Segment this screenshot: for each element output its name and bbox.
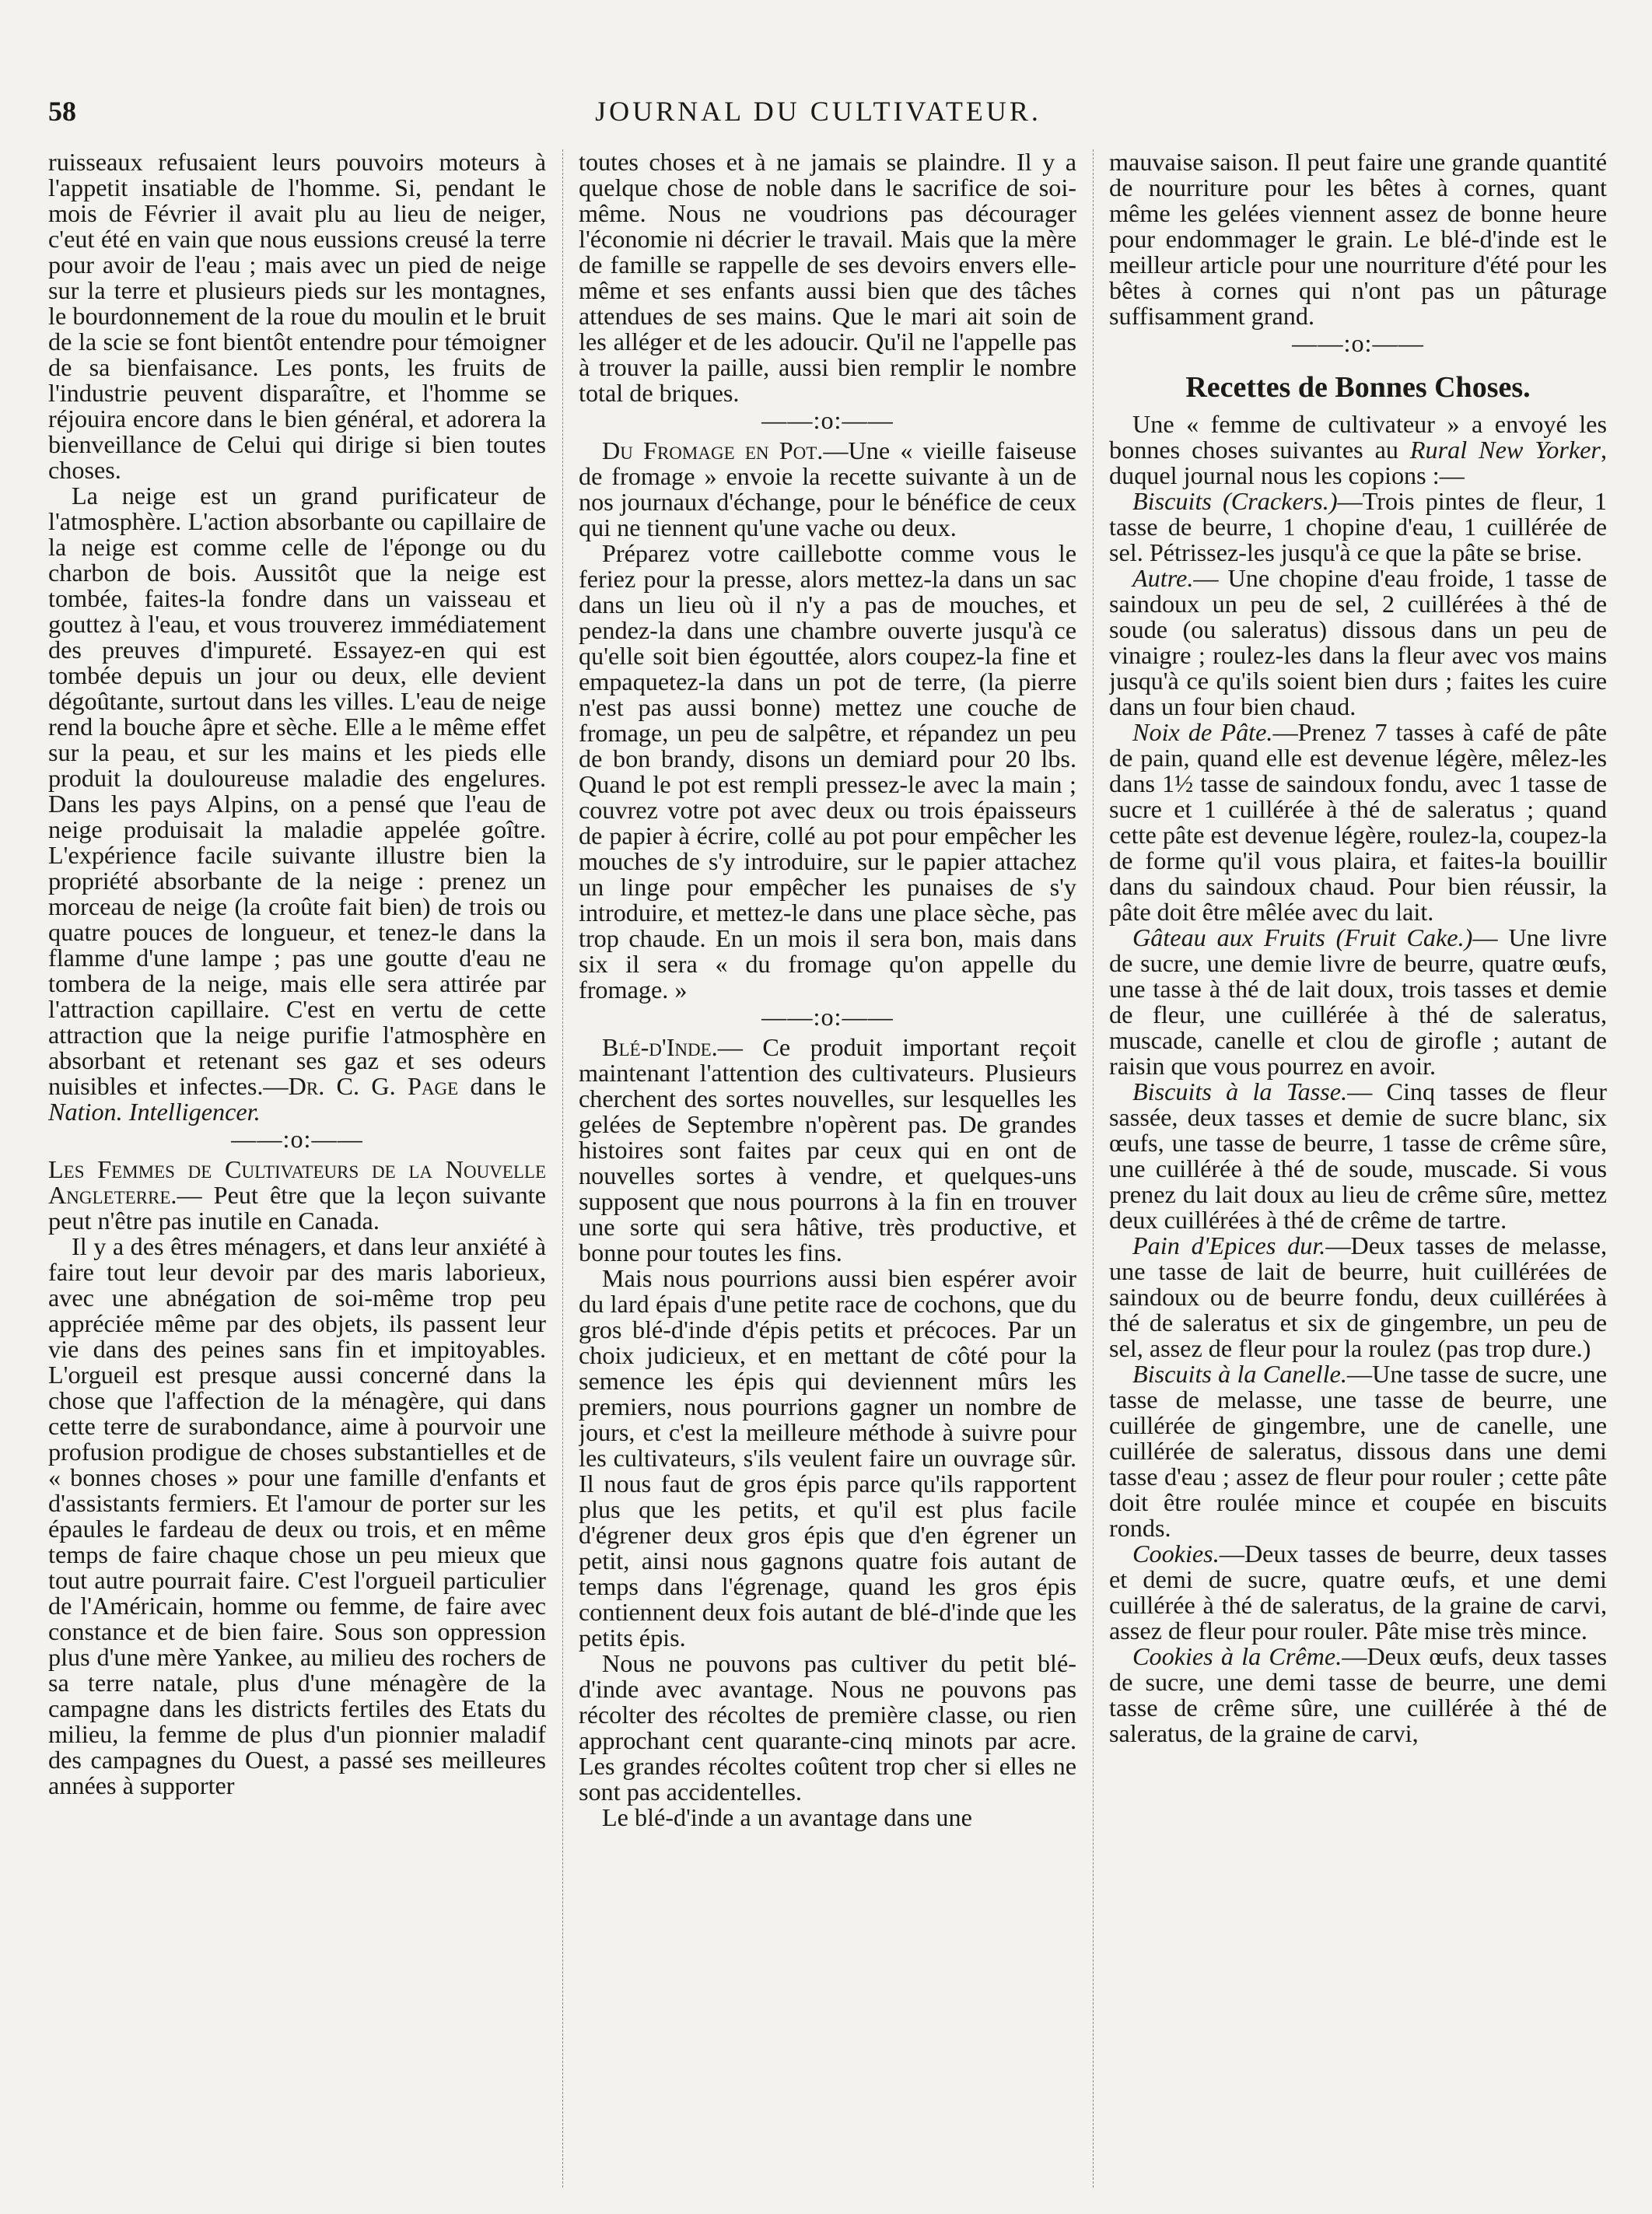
page-number: 58 (48, 96, 76, 127)
recipe-text: —Trois pintes de fleur, 1 tasse de beurre, 1 chopine d'eau, 1 cuillérée de sel. Pétrissez-les jusqu'à ce que la pâte se brise. (1109, 487, 1607, 566)
section-separator: ——:o:—— (1292, 329, 1424, 357)
paragraph: toutes choses et à ne jamais se plaindre. Il y a quelque chose de noble dans le sacrifice de soi-même. Nous ne voudrions pas décourager l'économie ni décrier le travail. Mais que la mère de famille se rappelle de ses devoirs envers elle-même et ses enfants aussi bien que des tâches attendues de ses mains. Que le mari ait soin de les alléger et de les adoucir. Qu'il ne l'appelle pas à trouver la paille, aussi bien remplir le nombre total de briques. (579, 149, 1076, 407)
paragraph (48, 483, 546, 1125)
source-citation: Nation. Intelligencer. (48, 1098, 261, 1126)
article-lead-text: —Une « vieille faiseuse de fromage » envoie la recette suivante à un de nos journaux d'échange, pour le bénéfice de ceux qui ne tiennent qu'une vache ou deux. (579, 436, 1076, 541)
section-separator: ——:o:—— (761, 1003, 894, 1031)
paragraph: Nous ne pouvons pas cultiver du petit blé-d'inde avec avantage. Nous ne pouvons pas récolter des récoltes de première classe, ou rien approchant cent quarante-cinq minots par acre. Les grandes récoltes coûtent trop cher si elles ne sont pas accidentelles. (579, 1649, 1076, 1806)
intro-paragraph (1109, 412, 1607, 489)
recipe-title: Gâteau aux Fruits (Fruit Cake.) (1132, 923, 1473, 951)
paragraph: Il y a des êtres ménagers, et dans leur anxiété à faire tout leur devoir par des maris laborieux, avec une abnégation de soi-même trop peu appréciée même par des objets, ils passent leur vie dans des peines sans fin et impitoyables. L'orgueil est presque aussi concerné dans la chose que l'affection de la ménagère, qui dans cette terre de surabondance, aime à pourvoir une profusion prodigue de choses substantielles et de « bonnes choses » pour une famille d'enfants et d'assistants fermiers. Et l'amour de porter sur les épaules le fardeau de deux ou trois, et en même temps de faire chaque chose un peu mieux que tout autre pourrait faire. C'est l'orgueil particulier de l'Américain, homme ou femme, de faire avec constance et de bien faire. Sous son oppression plus d'une mère Yankee, au milieu des rochers de sa terre natale, plus d'une ménagère de la campagne dans les districts fertiles des Etats du milieu, la femme de plus d'un pionnier maladif des campagnes du Ouest, a passé ses meilleures années à supporter (48, 1232, 546, 1799)
column-2 (579, 149, 1076, 2188)
recipe-text: —Prenez 7 tasses à café de pâte de pain, quand elle est devenue légère, mêlez-les dans 1½ tasse de saindoux fondu, avec 1 tasse de sucre et 1 cuillérée à thé de saleratus ; quand cette pâte est devenue légère, roulez-la, coupez-la de forme qu'il vous plaira, et faites-la bouillir dans du saindoux chaud. Pour bien réussir, la pâte doit être mêlée avec du lait. (1109, 718, 1607, 926)
column-divider (1093, 149, 1094, 2188)
paragraph: Le blé-d'inde a un avantage dans une (602, 1803, 972, 1831)
recipe-item (1109, 489, 1607, 566)
connector-text: dans le (458, 1072, 546, 1100)
recipe-text: —Deux tasses de beurre, deux tasses et demi de sucre, quatre œufs, et une demi cuillérée à thé de saleratus, de la graine de carvi, assez de fleur pour rouler. Pâte mise très mince. (1109, 1540, 1607, 1645)
recipe-item (1109, 925, 1607, 1079)
recipe-title: Biscuits à la Canelle. (1132, 1360, 1347, 1388)
page-header (48, 95, 1588, 134)
section-heading: Recettes de Bonnes Choses. (1185, 371, 1531, 404)
newspaper-name: Rural New Yorker (1409, 436, 1601, 464)
recipe-item (1109, 1361, 1607, 1541)
paragraph: Mais nous pourrions aussi bien espérer avoir du lard épais d'une petite race de cochons, que du gros blé-d'inde d'épis petits et précoces. Par un choix judicieux, et en mettant de côté pour la semence les épis qui deviennent mûrs les premiers, nous pourrions gagner un nombre de jours, et c'est la meilleure méthode à suivre pour les cultivateurs, s'ils veulent faire un ouvrage sûr. Il nous faut de gros épis parce qu'ils rapportent plus que les petits, et qu'il est plus facile d'égrener deux gros épis que d'en égrener un petit, ainsi nous gagnons quatre fois autant de temps dans l'égrenage, quand les gros épis contiennent deux fois autant de blé-d'inde que les petits épis. (579, 1264, 1076, 1652)
article-title: Blé-d'Inde. (602, 1033, 718, 1061)
recipe-title: Cookies. (1132, 1540, 1220, 1568)
author-signature: Dr. C. G. Page (288, 1072, 459, 1100)
column-divider (562, 149, 563, 2188)
article-lead (579, 438, 1076, 541)
recipe-item (1109, 1233, 1607, 1361)
recipe-item (1109, 720, 1607, 925)
paragraph: mauvaise saison. Il peut faire une grande quantité de nourriture pour les bêtes à cornes, quant même les gelées viennent assez de bonne heure pour endommager le grain. Le blé-d'inde est le meilleur article pour une nourriture d'été pour les bêtes à cornes qui n'ont pas un pâturage suffisamment grand. (1109, 149, 1607, 330)
article-lead-text: — Peut être que la leçon suivante peut n'être pas inutile en Canada. (48, 1181, 546, 1235)
recipe-title: Pain d'Epices dur. (1132, 1231, 1326, 1259)
recipe-item (1109, 566, 1607, 720)
recipe-title: Cookies à la Crême. (1132, 1642, 1342, 1670)
recipe-title: Autre. (1132, 564, 1194, 592)
article-lead (579, 1035, 1076, 1266)
recipe-title: Noix de Pâte. (1132, 718, 1273, 746)
intro-text: , duquel journal nous les copions :— (1109, 436, 1607, 489)
recipe-item (1109, 1079, 1607, 1233)
column-1 (48, 149, 546, 2188)
recipe-text: —Une tasse de sucre, une tasse de melasse, une tasse de beurre, une cuillérée de gingembre, une de canelle, une cuillérée de saleratus, dissous dans une demi tasse d'eau ; assez de fleur pour rouler ; cette pâte doit être roulée mince et coupée en biscuits ronds. (1109, 1360, 1607, 1542)
article-title: Les Femmes de Cultivateurs de la Nouvelle Angleterre. (48, 1155, 546, 1209)
journal-title: JOURNAL DU CULTIVATEUR. (595, 96, 1041, 127)
recipe-text: —Deux œufs, deux tasses de sucre, une demi tasse de beurre, une demi tasse de crême sûre, une cuillérée à thé de saleratus, de la graine de carvi, (1109, 1642, 1607, 1747)
column-3 (1109, 149, 1607, 2188)
recipe-item (1109, 1644, 1607, 1746)
recipe-list (1109, 489, 1607, 1746)
section-separator: ——:o:—— (231, 1125, 363, 1153)
section-separator: ——:o:—— (761, 406, 894, 434)
article-lead (48, 1157, 546, 1234)
paragraph: ruisseaux refusaient leurs pouvoirs moteurs à l'appetit insatiable de l'homme. Si, pendant le mois de Février il avait plu au lieu de neiger, c'eut été en vain que nous eussions creusé la terre pour avoir de l'eau ; mais avec un pied de neige sur la terre et plusieurs pieds sur les montagnes, le bourdonnement de la roue du moulin et le bruit de la scie se font bientôt entendre pour témoigner de sa bienfaisance. Les ponts, les fruits de l'industrie peuvent disparaître, et l'homme se réjouira encore dans le bien général, et adorera la bienveillance de Celui qui dirige si bien toutes choses. (48, 149, 546, 484)
recipe-text: —Deux tasses de melasse, une tasse de lait de beurre, huit cuillérées de saindoux ou de beurre fondu, deux cuillérées à thé de saleratus et six de gingembre, un peu de sel, assez de fleur pour la roulez (pas trop dure.) (1109, 1231, 1607, 1362)
article-lead-text: — Ce produit important reçoit maintenant l'attention des cultivateurs. Plusieurs cherchent des sortes nouvelles, sur lesquelles les gelées de Septembre n'opèrent pas. De grandes histoires sont faites par ceux qui en ont de nouvelles sortes à vendre, et quelques-uns supposent que nous pourrons à la fin en trouver une sorte qui sera hâtive, très productive, et bonne pour toutes les fins. (579, 1033, 1076, 1266)
recipe-item (1109, 1541, 1607, 1644)
paragraph-text: La neige est un grand purificateur de l'atmosphère. L'action absorbante ou capillaire de la neige est comme celle de l'éponge ou du charbon de bois. Aussitôt que la neige est tombée, faites-la fondre dans un vaisseau et gouttez à l'eau, et vous trouverez immédiatement des preuves d'impureté. Essayez-en qui est tombée depuis un jour ou deux, elle devient dégoûtante, surtout dans les villes. L'eau de neige rend la bouche âpre et sèche. Elle a le même effet sur la peau, et sur les mains et les pieds elle produit la douloureuse maladie des engelures. Dans les pays Alpins, on a pensé que l'eau de neige produisait la maladie appelée goître. L'expérience facile suivante illustre bien la propriété absorbante de la neige : prenez un morceau de neige (la croûte fait bien) de trois ou quatre pouces de longueur, et tenez-le dans la flamme d'une lampe ; pas une goutte d'eau ne tombera de la neige, mais elle sera attirée par l'attraction capillaire. C'est en vertu de cette attraction que la neige purifie l'atmosphère en absorbant et retenant ses gaz et ses odeurs nuisibles et infectes.— (48, 482, 546, 1100)
recipe-title: Biscuits (Crackers.) (1132, 487, 1338, 515)
recipe-title: Biscuits à la Tasse. (1132, 1077, 1348, 1105)
intro-text: Une « femme de cultivateur » a envoyé les bonnes choses suivantes au (1109, 410, 1607, 464)
article-title: Du Fromage en Pot. (602, 436, 824, 464)
recipe-text: — Cinq tasses de fleur sassée, deux tasses et demie de sucre blanc, six œufs, une tasse de beurre, 1 tasse de crême sûre, une cuillérée à thé de soude, muscade. Si vous prenez du lait doux au lieu de crême sûre, mettez deux cuillérées à thé de crême de tartre. (1109, 1077, 1607, 1234)
recipe-text: — Une chopine d'eau froide, 1 tasse de saindoux un peu de sel, 2 cuillérées à thé de soude (ou saleratus) dissous dans un peu de vinaigre ; roulez-les dans la fleur avec vos mains jusqu'à ce qu'ils soient bien durs ; faites les cuire dans un four bien chaud. (1109, 564, 1607, 720)
recipe-text: — Une livre de sucre, une demie livre de beurre, quatre œufs, une tasse à thé de lait doux, trois tasses et demie de fleur, une cuillérée à thé de saleratus, muscade, canelle et clou de girofle ; autant de raisin que vous pourrez en avoir. (1109, 923, 1607, 1080)
article-columns (48, 149, 1607, 2188)
paragraph: Préparez votre caillebotte comme vous le feriez pour la presse, alors mettez-la dans un sac dans un lieu où il n'y a pas de mouches, et pendez-la dans une chambre ouverte jusqu'à ce qu'elle soit bien égouttée, alors coupez-la fine et empaquetez-la dans un pot de terre, (la pierre n'est pas aussi bonne) mettez une couche de fromage, un peu de salpêtre, et répandez un peu de bon brandy, disons un demiard pour 20 lbs. Quand le pot est rempli pressez-le avec la main ; couvrez votre pot avec deux ou trois épaisseurs de papier à écrire, collé au pot pour empêcher les mouches de s'y introduire, sur le papier attachez un linge pour empêcher les punaises de s'y introduire, et mettez-le dans une place sèche, pas trop chaude. En un mois il sera bon, mais dans six il sera « du fromage qu'on appelle du fromage. » (579, 539, 1076, 1004)
